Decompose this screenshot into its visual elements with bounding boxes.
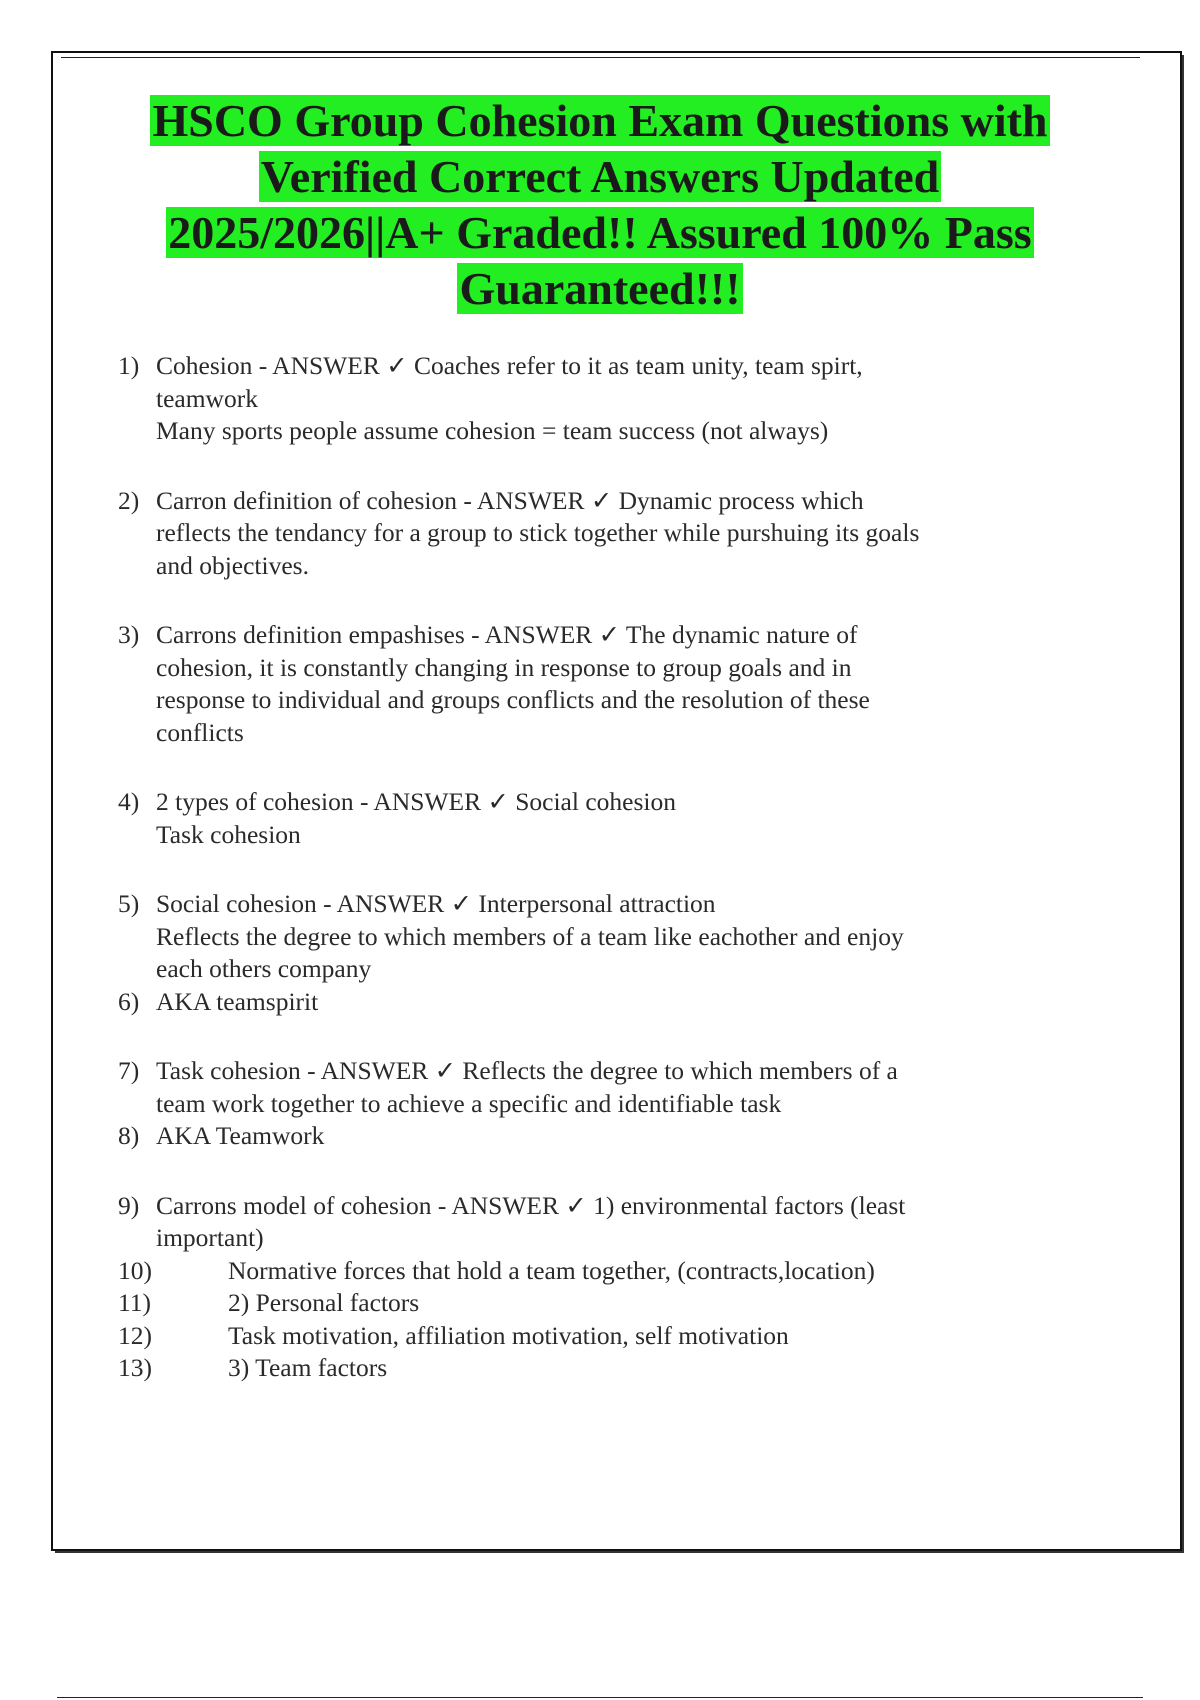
frame-shadow-bottom [55, 1551, 1184, 1553]
list-item-9 [118, 1190, 1078, 1255]
list-item-11 [118, 1287, 1078, 1320]
item-text: AKA teamspirit [156, 986, 319, 1016]
item-text: Social cohesion - ANSWER ✓ Interpersonal attraction Reflects the degree to which members of a team like eachother and enjoy each others company [156, 889, 904, 983]
title-line-1: HSCO Group Cohesion Exam Questions with [152, 95, 1048, 146]
item-text: 2 types of cohesion - ANSWER ✓ Social cohesion Task cohesion [156, 787, 676, 849]
item-text: Carron definition of cohesion - ANSWER ✓ Dynamic process which reflects the tendancy for a group to stick together while purshuing its goals and objectives. [156, 485, 920, 580]
item-number: 5) [118, 889, 140, 918]
item-text: Carrons definition empashises - ANSWER ✓ The dynamic nature of cohesion, it is constantly changing in response to group goals and in response to individual and groups conflicts and the resolution of these conflicts [156, 620, 870, 747]
item-number: 2) [118, 485, 140, 515]
item-number: 3) [118, 620, 140, 649]
item-number: 7) [118, 1056, 140, 1085]
list-item-10 [118, 1255, 1078, 1288]
list-item-1 [118, 350, 1078, 448]
item-number: 6) [118, 986, 140, 1016]
list-item-12 [118, 1320, 1078, 1353]
list-item-4 [118, 786, 1078, 851]
frame-shadow-right [1182, 55, 1184, 1553]
list-item-3 [118, 619, 1078, 749]
question-answer-list [118, 350, 1078, 1385]
item-number: 11) [118, 1288, 152, 1317]
list-item-8 [118, 1120, 1078, 1153]
item-text: Normative forces that hold a team together, (contracts,location) [228, 1255, 875, 1285]
item-text: Cohesion - ANSWER ✓ Coaches refer to it as team unity, team spirt, teamwork Many sports people assume cohesion = team success (not always) [156, 351, 863, 445]
item-number: 1) [118, 351, 140, 380]
item-text: AKA Teamwork [156, 1121, 325, 1150]
item-text: 2) Personal factors [228, 1288, 420, 1317]
list-item-6 [118, 986, 1078, 1019]
item-number: 10) [118, 1255, 152, 1285]
list-item-13 [118, 1352, 1078, 1385]
title-line-4: Guaranteed!!! [459, 263, 741, 314]
title-line-3: 2025/2026||A+ Graded!! Assured 100% Pass [168, 207, 1032, 258]
item-number: 4) [118, 787, 140, 816]
list-item-5 [118, 888, 1078, 986]
item-text: 3) Team factors [228, 1353, 388, 1382]
top-rule [61, 57, 1140, 58]
document-title [60, 93, 1140, 317]
item-number: 8) [118, 1121, 140, 1150]
item-number: 9) [118, 1190, 140, 1220]
item-number: 13) [118, 1353, 152, 1382]
item-number: 12) [118, 1320, 152, 1350]
list-item-2 [118, 485, 1078, 583]
item-text: Task motivation, affiliation motivation, self motivation [228, 1320, 789, 1350]
title-line-2: Verified Correct Answers Updated [260, 151, 940, 202]
item-text: Carrons model of cohesion - ANSWER ✓ 1) environmental factors (least important) [156, 1190, 906, 1252]
list-item-7 [118, 1055, 1078, 1120]
item-text: Task cohesion - ANSWER ✓ Reflects the degree to which members of a team work together to achieve a specific and identifiable task [156, 1056, 898, 1118]
next-page-rule [57, 1697, 1143, 1698]
